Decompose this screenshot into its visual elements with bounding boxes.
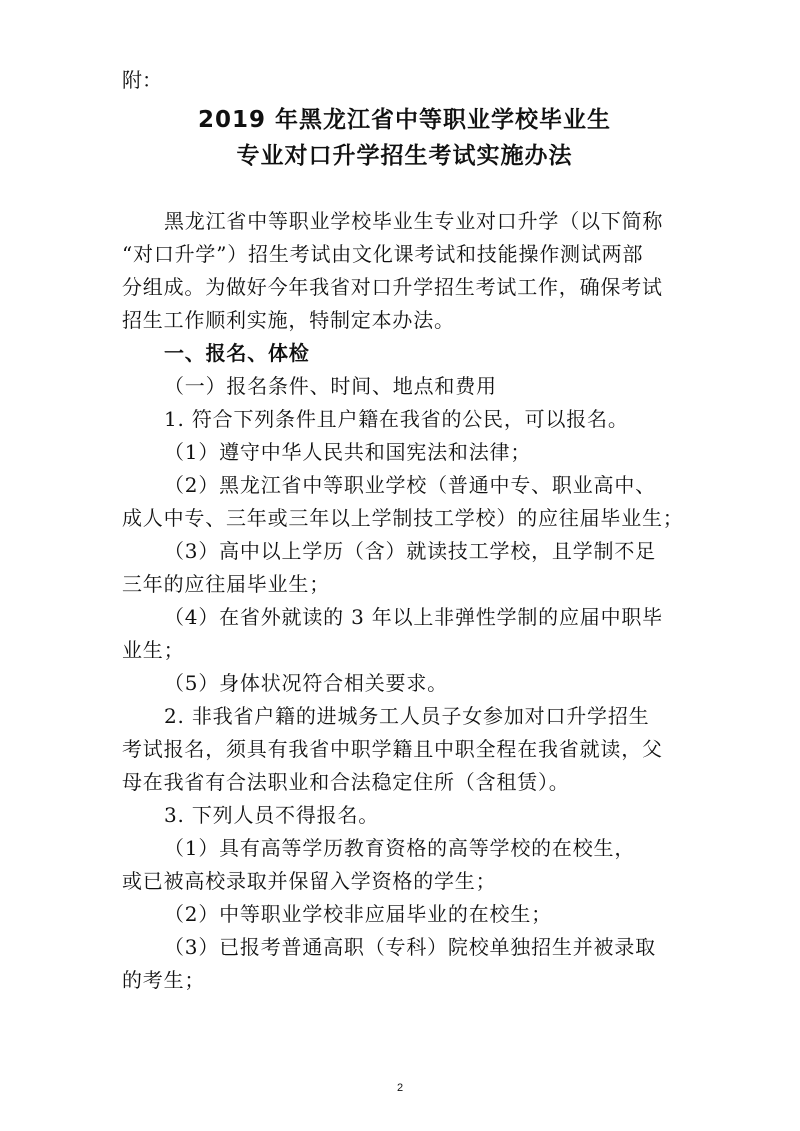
page-number: 2 — [396, 1082, 404, 1094]
list-item: 1. 符合下列条件且户籍在我省的公民，可以报名。 — [164, 407, 629, 431]
list-item: （4）在省外就读的 3 年以上非弹性学制的应届中职毕 — [164, 605, 663, 629]
paragraph-line: 招生工作顺利实施，特制定本办法。 — [122, 308, 455, 332]
subsection-heading: （一）报名条件、时间、地点和费用 — [164, 374, 497, 398]
list-item-continuation: 或已被高校录取并保留入学资格的学生； — [122, 869, 497, 893]
list-item: 3. 下列人员不得报名。 — [164, 803, 380, 827]
list-item: （3）高中以上学历（含）就读技工学校，且学制不足 — [164, 539, 656, 563]
list-item-continuation: 的考生； — [122, 968, 206, 992]
list-item: 2. 非我省户籍的进城务工人员子女参加对口升学招生 — [164, 704, 650, 728]
list-item-continuation: 考试报名，须具有我省中职学籍且中职全程在我省就读，父 — [122, 737, 663, 761]
title-line-2: 专业对口升学招生考试实施办法 — [236, 143, 573, 169]
attachment-label: 附： — [122, 68, 162, 92]
paragraph-line: 分组成。为做好今年我省对口升学招生考试工作，确保考试 — [122, 275, 663, 299]
title-line-1: 2019 年黑龙江省中等职业学校毕业生 — [197, 107, 612, 133]
list-item: （1）具有高等学历教育资格的高等学校的在校生， — [164, 836, 636, 860]
list-item-continuation: 业生； — [122, 638, 185, 662]
list-item: （2）中等职业学校非应届毕业的在校生； — [164, 902, 552, 926]
paragraph-line: “对口升学”）招生考试由文化课考试和技能操作测试两部 — [122, 242, 644, 266]
list-item-continuation: 三年的应往届毕业生； — [122, 572, 330, 596]
list-item: （5）身体状况符合相关要求。 — [164, 671, 448, 695]
section-heading: 一、报名、体检 — [164, 341, 310, 365]
list-item: （2）黑龙江省中等职业学校（普通中专、职业高中、 — [164, 473, 656, 497]
list-item: （3）已报考普通高职（专科）院校单独招生并被录取 — [164, 935, 656, 959]
paragraph-line: 黑龙江省中等职业学校毕业生专业对口升学（以下简称 — [164, 209, 664, 233]
list-item-continuation: 成人中专、三年或三年以上学制技工学校）的应往届毕业生； — [122, 506, 684, 530]
list-item: （1）遵守中华人民共和国宪法和法律； — [164, 440, 532, 464]
list-item-continuation: 母在我省有合法职业和合法稳定住所（含租赁）。 — [122, 770, 570, 794]
